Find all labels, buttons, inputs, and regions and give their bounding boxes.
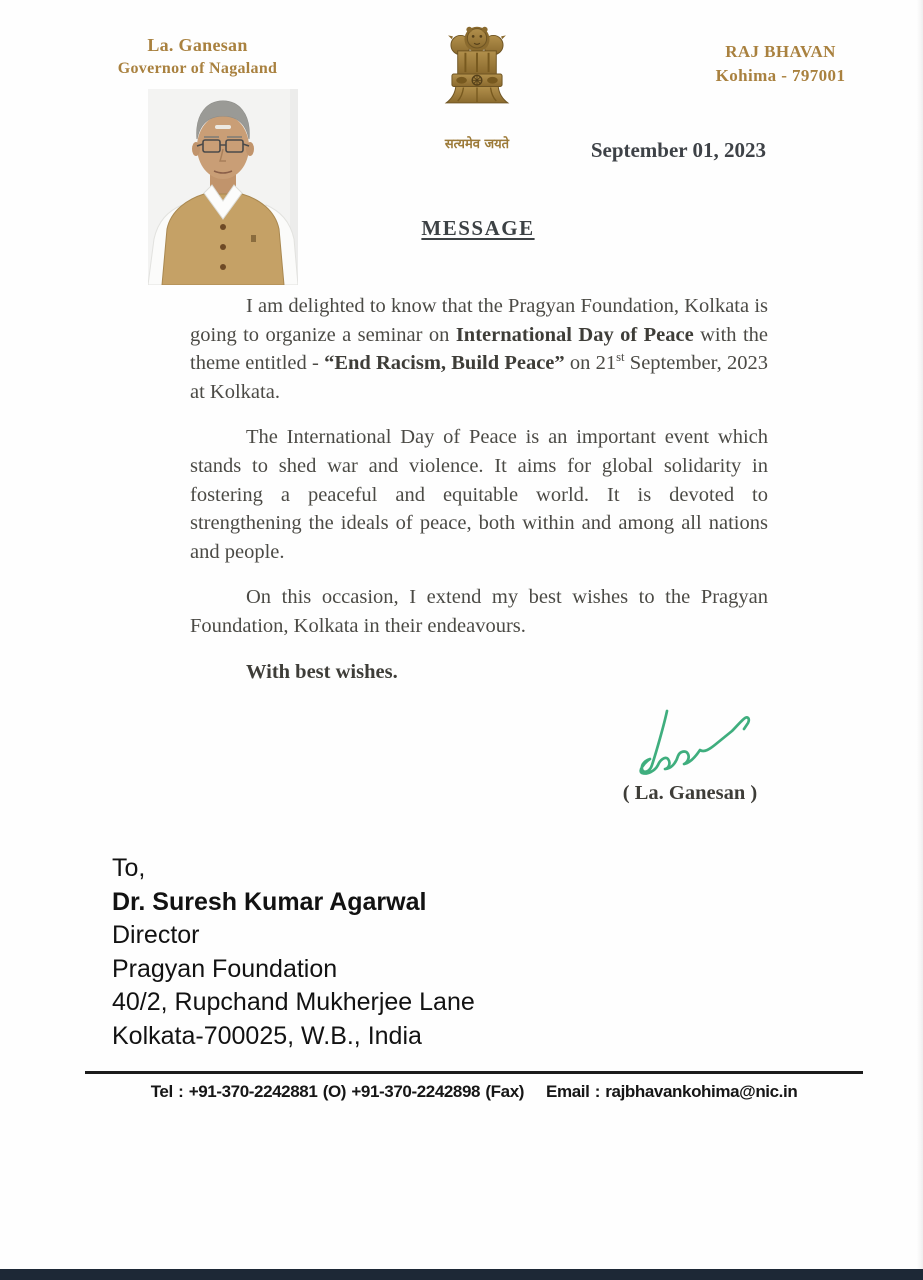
sender-name: La. Ganesan [147, 35, 248, 55]
paragraph-2: The International Day of Peace is an important event which stands to shed war and violence. It aims for global solidarity in fostering a peaceful and equitable world. It is devoted to strengthening the ideals of peace, both within and among all nations and people. [190, 426, 768, 563]
office-address-block [688, 40, 873, 88]
emblem-motto: सत्यमेव जयते [444, 137, 510, 152]
recipient-title: Director [112, 921, 200, 949]
signature-ink [628, 703, 773, 788]
state-emblem-block [417, 20, 537, 152]
recipient-address-1: 40/2, Rupchand Mukherjee Lane [112, 988, 475, 1016]
sender-title: Governor of Nagaland [117, 60, 278, 77]
recipient-org: Pragyan Foundation [112, 954, 338, 983]
sender-name-block [100, 34, 295, 80]
letter-title: MESSAGE [421, 216, 535, 240]
governor-photo [148, 89, 298, 285]
state-emblem-of-india-icon [428, 20, 526, 128]
signatory-name: ( La. Ganesan ) [622, 782, 758, 804]
office-name: RAJ BHAVAN [725, 42, 836, 61]
paragraph-1: I am delighted to know that the Pragyan Foundation, Kolkata is going to organize a seminar on International Day of Peace with the theme entitled - “End Racism, Build Peace” on 21st September, 2023 at Kolkata. [190, 295, 768, 403]
letter-date: September 01, 2023 [590, 138, 766, 162]
recipient-address-2: Kolkata-700025, W.B., India [112, 1021, 422, 1050]
recipient-salutation: To, [112, 854, 146, 882]
recipient-name: Dr. Suresh Kumar Agarwal [112, 887, 427, 916]
footer-divider [85, 1071, 863, 1074]
footer-contact [85, 1082, 863, 1102]
scan-edge-shade [917, 0, 923, 1280]
letter-body [190, 292, 768, 703]
office-location: Kohima - 797001 [715, 66, 846, 85]
footer-email: Email : rajbhavankohima@nic.in [546, 1082, 798, 1101]
closing-line: With best wishes. [246, 660, 398, 683]
bottom-scan-bar [0, 1269, 923, 1280]
paragraph-3: On this occasion, I extend my best wishes to the Pragyan Foundation, Kolkata in their endeavours. [190, 586, 768, 637]
footer-tel: Tel : +91-370-2242881 (O) +91-370-2242898 (Fax) [150, 1082, 525, 1101]
recipient-block [112, 852, 475, 1053]
